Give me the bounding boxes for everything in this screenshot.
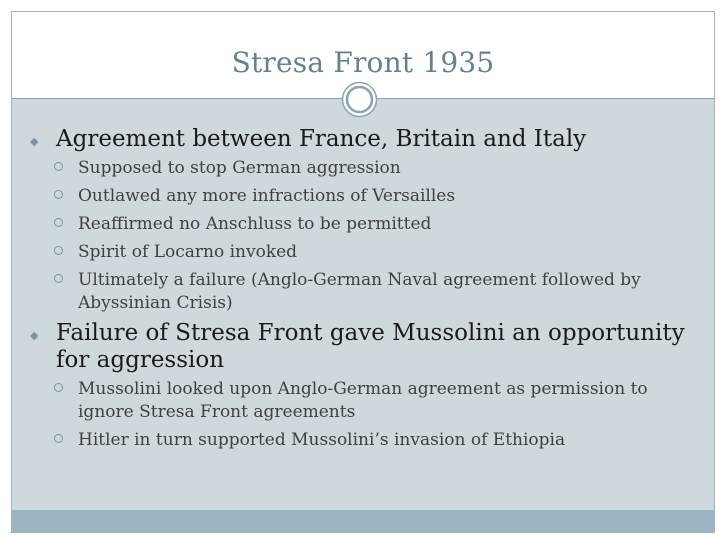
- sub-bullet-text: Outlawed any more infractions of Versailles: [78, 186, 456, 206]
- circle-bullet-icon: [54, 246, 63, 255]
- circle-bullet-icon: [54, 274, 63, 283]
- sub-bullet-text: Hitler in turn supported Mussolini’s invasion of Ethiopia: [78, 430, 566, 450]
- bullet-text: Failure of Stresa Front gave Mussolini an opportunity for aggression: [56, 320, 685, 373]
- sub-bullet-text: Supposed to stop German aggression: [78, 158, 401, 178]
- sub-bullet-item: [24, 157, 704, 180]
- bullet-list: [24, 126, 704, 457]
- circle-bullet-icon: [54, 218, 63, 227]
- circle-bullet-icon: [54, 383, 63, 392]
- sub-bullet-item: [24, 378, 704, 424]
- concentric-circles-icon: [341, 81, 378, 118]
- sub-bullet-item: [24, 185, 704, 208]
- bullet-text: Agreement between France, Britain and Italy: [56, 126, 587, 152]
- diamond-bullet-icon: ◆: [30, 135, 39, 148]
- circle-bullet-icon: [54, 434, 63, 443]
- sub-bullet-item: [24, 269, 704, 315]
- sub-bullet-text: Ultimately a failure (Anglo-German Naval agreement followed by Abyssinian Crisis): [78, 270, 641, 313]
- bullet-item: [24, 126, 704, 153]
- sub-bullet-item: [24, 241, 704, 264]
- diamond-bullet-icon: ◆: [30, 329, 39, 342]
- slide-title: Stresa Front 1935: [231, 46, 495, 79]
- circle-bullet-icon: [54, 190, 63, 199]
- sub-bullet-item: [24, 213, 704, 236]
- sub-bullet-text: Reaffirmed no Anschluss to be permitted: [78, 214, 432, 234]
- bullet-item: [24, 320, 704, 374]
- sub-bullet-text: Spirit of Locarno invoked: [78, 242, 298, 262]
- sub-bullet-text: Mussolini looked upon Anglo-German agreement as permission to ignore Stresa Front agreements: [78, 379, 648, 422]
- sub-bullet-item: [24, 429, 704, 452]
- circle-bullet-icon: [54, 162, 63, 171]
- footer-band: [12, 510, 714, 532]
